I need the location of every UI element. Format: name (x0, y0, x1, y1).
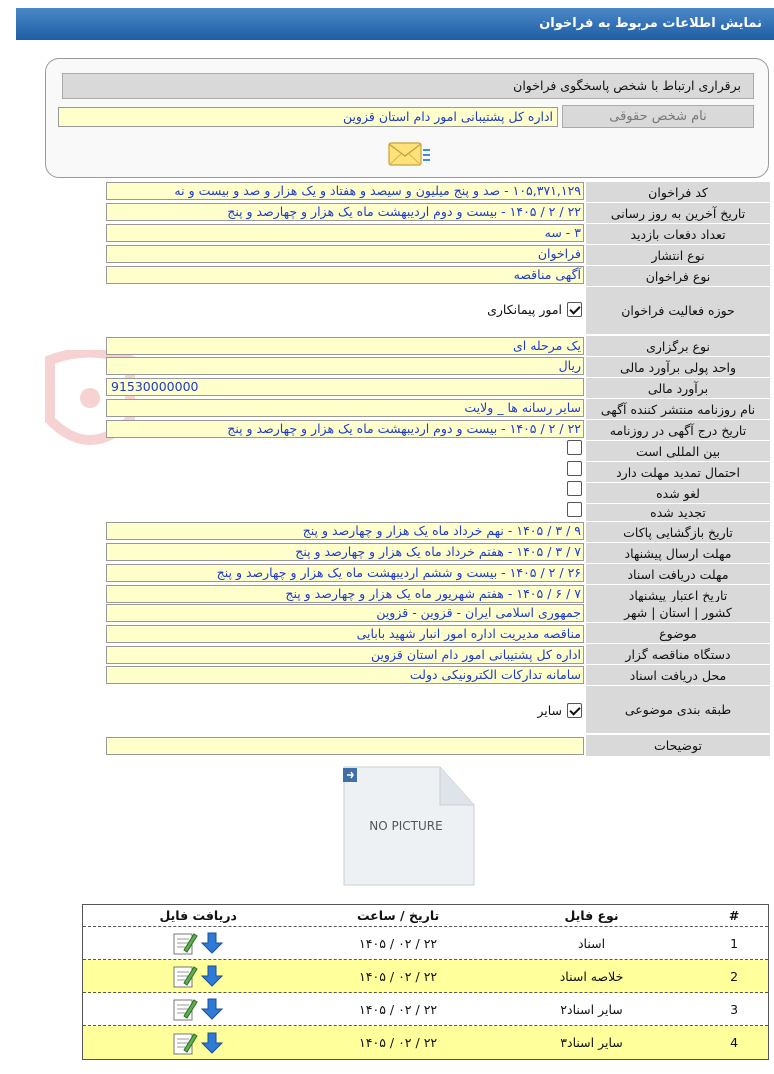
docs-place-label: محل دریافت اسناد (586, 665, 770, 686)
col-type-header: نوع فایل (564, 908, 619, 923)
activity-option: امور پیمانکاری (487, 302, 562, 317)
organizer-value: اداره کل پشتیبانی امور دام استان قزوین (106, 646, 584, 664)
col-download-header: دریافت فایل (159, 908, 237, 923)
category-option: سایر (537, 703, 562, 718)
estimate-label: برآورد مالی (586, 378, 770, 399)
row-num: 3 (730, 1001, 739, 1017)
newspaper-date-label: تاریخ درج آگهی در روزنامه (586, 420, 770, 441)
opening-date-label: تاریخ بازگشایی پاکات (586, 522, 770, 543)
category-checkbox[interactable] (567, 703, 582, 718)
table-row (83, 993, 768, 1026)
row-num: 2 (730, 968, 739, 984)
table-row (83, 927, 768, 960)
location-value: جمهوری اسلامی ایران - قزوین - قزوین (106, 604, 584, 622)
last-update-value: ۲۲ / ۲ / ۱۴۰۵ - بیست و دوم اردیبهشت ماه یک هزار و چهارصد و پنج (106, 203, 584, 221)
row-date: ۲۲ / ۰۲ / ۱۴۰۵ (359, 968, 438, 984)
currency-label: واحد پولی برآورد مالی (586, 357, 770, 378)
col-date-header: تاریخ / ساعت (356, 908, 440, 923)
no-picture-text: NO PICTURE (369, 819, 443, 833)
row-type: خلاصه اسناد (559, 968, 624, 984)
cancelled-checkbox[interactable] (567, 481, 582, 496)
table-row (83, 1026, 768, 1059)
organizer-label: دستگاه مناقصه گزار (586, 644, 770, 665)
files-table (82, 904, 769, 1060)
download-cell[interactable] (83, 963, 313, 989)
row-date: ۲۲ / ۰۲ / ۱۴۰۵ (359, 1035, 438, 1050)
download-arrow-icon[interactable] (200, 964, 224, 988)
category-label: طبقه بندی موضوعی (586, 686, 770, 734)
row-type: سایر اسناد۲ (560, 1001, 623, 1017)
edit-document-icon[interactable] (172, 996, 198, 1022)
renewed-checkbox[interactable] (567, 502, 582, 517)
opening-date-value: ۹ / ۳ / ۱۴۰۵ - نهم خرداد ماه یک هزار و چهارصد و پنج (106, 522, 584, 540)
legal-entity-row (62, 105, 754, 128)
call-type-label: نوع فراخوان (586, 266, 770, 287)
activity-label: حوزه فعالیت فراخوان (586, 287, 770, 335)
page-header: نمایش اطلاعات مربوط به فراخوان (16, 8, 774, 40)
download-arrow-icon[interactable] (200, 931, 224, 955)
edit-document-icon[interactable] (172, 1030, 198, 1056)
envelope-icon[interactable] (386, 139, 432, 171)
row-type: اسناد (577, 935, 606, 951)
docs-deadline-value: ۲۶ / ۲ / ۱۴۰۵ - بیست و ششم اردیبهشت ماه یک هزار و چهارصد و پنج (106, 564, 584, 582)
notes-label: توضیحات (586, 735, 770, 757)
docs-place-value: سامانه تدارکات الکترونیکی دولت (106, 666, 584, 684)
notes-value (106, 737, 584, 755)
publish-type-label: نوع انتشار (586, 245, 770, 266)
code-value: ۱۰۵,۳۷۱,۱۲۹ - صد و پنج میلیون و سیصد و هفتاد و یک هزار و صد و بیست و نه (106, 182, 584, 200)
holding-type-value: یک مرحله ای (106, 337, 584, 355)
download-cell[interactable] (83, 1030, 313, 1056)
legal-entity-value: اداره کل پشتیبانی امور دام استان قزوین (58, 107, 558, 127)
download-arrow-icon[interactable] (200, 1031, 224, 1055)
currency-value: ریال (106, 357, 584, 375)
international-checkbox[interactable] (567, 440, 582, 455)
validity-value: ۷ / ۶ / ۱۴۰۵ - هفتم شهریور ماه یک هزار و چهارصد و پنج (106, 585, 584, 603)
col-num-header: # (728, 908, 740, 923)
edit-document-icon[interactable] (172, 963, 198, 989)
row-date: ۲۲ / ۰۲ / ۱۴۰۵ (359, 935, 438, 951)
newspaper-date-value: ۲۲ / ۲ / ۱۴۰۵ - بیست و دوم اردیبهشت ماه یک هزار و چهارصد و پنج (106, 420, 584, 438)
download-cell[interactable] (83, 996, 313, 1022)
edit-document-icon[interactable] (172, 930, 198, 956)
row-num: 1 (730, 935, 739, 951)
download-cell[interactable] (83, 930, 313, 956)
code-label: کد فراخوان (586, 182, 770, 203)
last-update-label: تاریخ آخرین به روز رسانی (586, 203, 770, 224)
row-type: سایر اسناد۳ (560, 1035, 623, 1050)
row-num: 4 (730, 1035, 739, 1050)
row-date: ۲۲ / ۰۲ / ۱۴۰۵ (359, 1001, 438, 1017)
files-table-header (83, 905, 768, 927)
cancelled-label: لغو شده (586, 483, 770, 504)
subject-value: مناقصه مدیریت اداره امور انبار شهید بابایی (106, 625, 584, 643)
subject-label: موضوع (586, 623, 770, 644)
table-row (83, 960, 768, 993)
validity-label: تاریخ اعتبار پیشنهاد (586, 585, 770, 606)
contact-panel (45, 58, 769, 178)
call-type-value: آگهی مناقصه (106, 266, 584, 284)
international-label: بین المللی است (586, 441, 770, 462)
publish-type-value: فراخوان (106, 245, 584, 263)
newspaper-label: نام روزنامه منتشر کننده آگهی (586, 399, 770, 420)
visits-label: تعداد دفعات بازدید (586, 224, 770, 245)
docs-deadline-label: مهلت دریافت اسناد (586, 564, 770, 585)
newspaper-value: سایر رسانه ها _ ولایت (106, 399, 584, 417)
extension-checkbox[interactable] (567, 461, 582, 476)
estimate-value: 91530000000 (106, 378, 584, 396)
legal-entity-label: نام شخص حقوقی (562, 105, 754, 128)
visits-value: ۳ - سه (106, 224, 584, 242)
extension-label: احتمال تمدید مهلت دارد (586, 462, 770, 483)
send-deadline-label: مهلت ارسال پیشنهاد (586, 543, 770, 564)
activity-checkbox[interactable] (567, 302, 582, 317)
holding-type-label: نوع برگزاری (586, 336, 770, 357)
no-picture-image (340, 765, 478, 887)
location-label: کشور | استان | شهر (586, 602, 770, 623)
send-deadline-value: ۷ / ۳ / ۱۴۰۵ - هفتم خرداد ماه یک هزار و چهارصد و پنج (106, 543, 584, 561)
download-arrow-icon[interactable] (200, 997, 224, 1021)
contact-title: برقراری ارتباط با شخص پاسخگوی فراخوان (62, 73, 754, 99)
renewed-label: تجدید شده (586, 504, 770, 522)
